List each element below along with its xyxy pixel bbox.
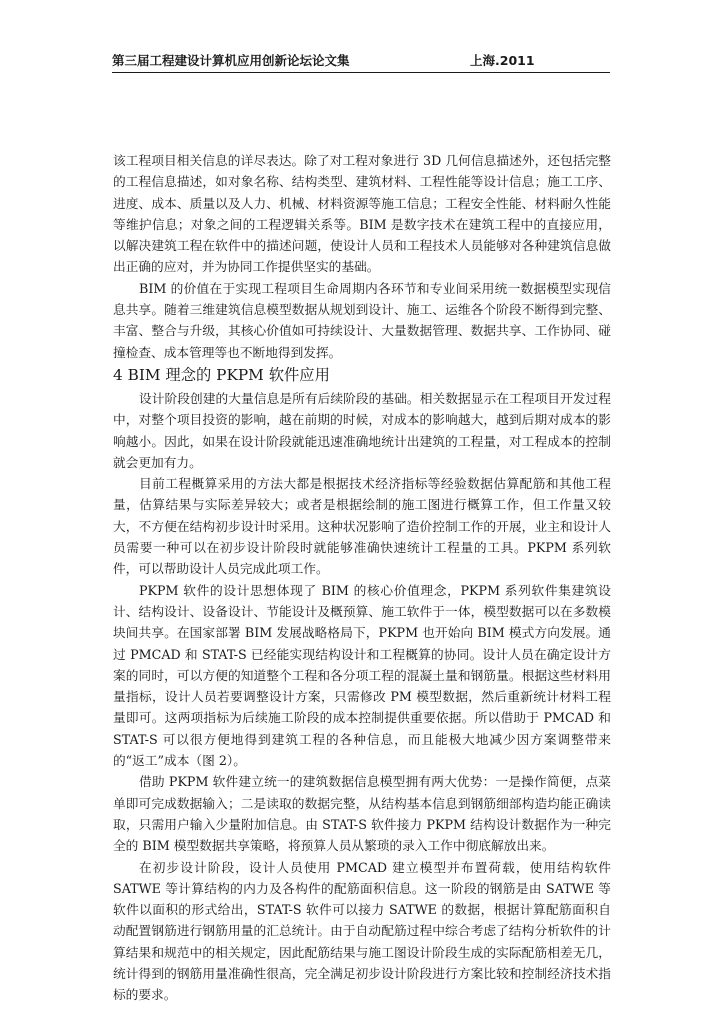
proceedings-title: 第三届工程建设计算机应用创新论坛论文集 — [112, 53, 350, 68]
paragraph-continuation: 该工程项目相关信息的详尽表达。除了对工程对象进行 3D 几何信息描述外，还包括完整的工程信息描述，如对象名称、结构类型、建筑材料、工程性能等设计信息；施工工序、进度、成本、质量以及人力、机械、材料资源等施工信息；工程安全性能、材料耐久性能等维护信息；对象之间的工程逻辑关系等。BIM 是数字技术在建筑工程中的直接应用，以解决建筑工程在软件中的描述问题，使设计人员和工程技术人员能够对各种建筑信息做出正确的应对，并为协同工作提供坚实的基础。 — [113, 153, 611, 275]
paragraph-advantages: 借助 PKPM 软件建立统一的建筑数据信息模型拥有两大优势：一是操作简便，点菜单即可完成数据输入；二是读取的数据完整，从结构基本信息到钢筋细部构造均能正确读取，只需用户输入少量附加信息。由 STAT-S 软件接力 PKPM 结构设计数据作为一种完全的 BIM 模型数据共享策略，将预算人员从繁琐的录入工作中彻底解放出来。 — [113, 774, 611, 854]
place-year: 上海.2011 — [470, 53, 535, 68]
page-body — [113, 150, 611, 1006]
paragraph-design-stage: 设计阶段创建的大量信息是所有后续阶段的基础。相关数据显示在工程项目开发过程中，对整个项目投资的影响，越在前期的时候，对成本的影响越大，越到后期对成本的影响越小。因此，如果在设计阶段就能迅速准确地统计出建筑的工程量，对工程成本的控制就会更加有力。 — [113, 390, 611, 470]
paragraph-estimation: 目前工程概算采用的方法大都是根据技术经济指标等经验数据估算配筋和其他工程量，估算结果与实际差异较大；或者是根据绘制的施工图进行概算工作，但工作量又较大，不方便在结构初步设计时采用。这种状况影响了造价控制工作的开展，业主和设计人员需要一种可以在初步设计阶段时就能够准确快速统计工程量的工具。PKPM 系列软件，可以帮助设计人员完成此项工作。 — [113, 476, 611, 577]
running-header — [112, 52, 610, 73]
section-heading: 4 BIM 理念的 PKPM 软件应用 — [113, 365, 330, 384]
paragraph-bim-value: BIM 的价值在于实现工程项目生命周期内各环节和专业间采用统一数据模型实现信息共享。随着三维建筑信息模型数据从规划到设计、施工、运维各个阶段不断得到完整、丰富、整合与升级，其核心价值如可持续设计、大量数据管理、数据共享、工作协同、碰撞检查、成本管理等也不断地得到发挥。 — [113, 280, 611, 360]
paragraph-pkpm-design: PKPM 软件的设计思想体现了 BIM 的核心价值理念，PKPM 系列软件集建筑设计、结构设计、设备设计、节能设计及概预算、施工软件于一体，模型数据可以在多数模块间共享。在国家部署 BIM 发展战略格局下，PKPM 也开始向 BIM 模式方向发展。通过 PMCAD 和 STAT-S 已经能实现结构设计和工程概算的协同。设计人员在确定设计方案的同时，可以方便的知道整个工程和各分项工程的混凝土量和钢筋量。根据这些材料用量指标，设计人员若要调整设计方案，只需修改 PM 模型数据，然后重新统计材料工程量即可。这两项指标为后续施工阶段的成本控制提供重要依据。所以借助于 PMCAD 和 STAT-S 可以很方便地得到建筑工程的各种信息，而且能极大地减少因方案调整带来的“返工”成本（图 2）。 — [113, 582, 611, 769]
paragraph-preliminary-design: 在初步设计阶段，设计人员使用 PMCAD 建立模型并布置荷载，使用结构软件 SATWE 等计算结构的内力及各构件的配筋面积信息。这一阶段的钢筋是由 SATWE 等软件以面积的形式给出，STAT-S 软件可以接力 SATWE 的数据，根据计算配筋面积自动配置钢筋进行钢筋用量的汇总统计。由于自动配筋过程中综合考虑了结构分析软件的计算结果和规范中的相关规定，因此配筋结果与施工图设计阶段生成的实际配筋相差无几，统计得到的钢筋用量准确性很高，完全满足初步设计阶段进行方案比较和控制经济技术指标的要求。 — [113, 859, 611, 1003]
